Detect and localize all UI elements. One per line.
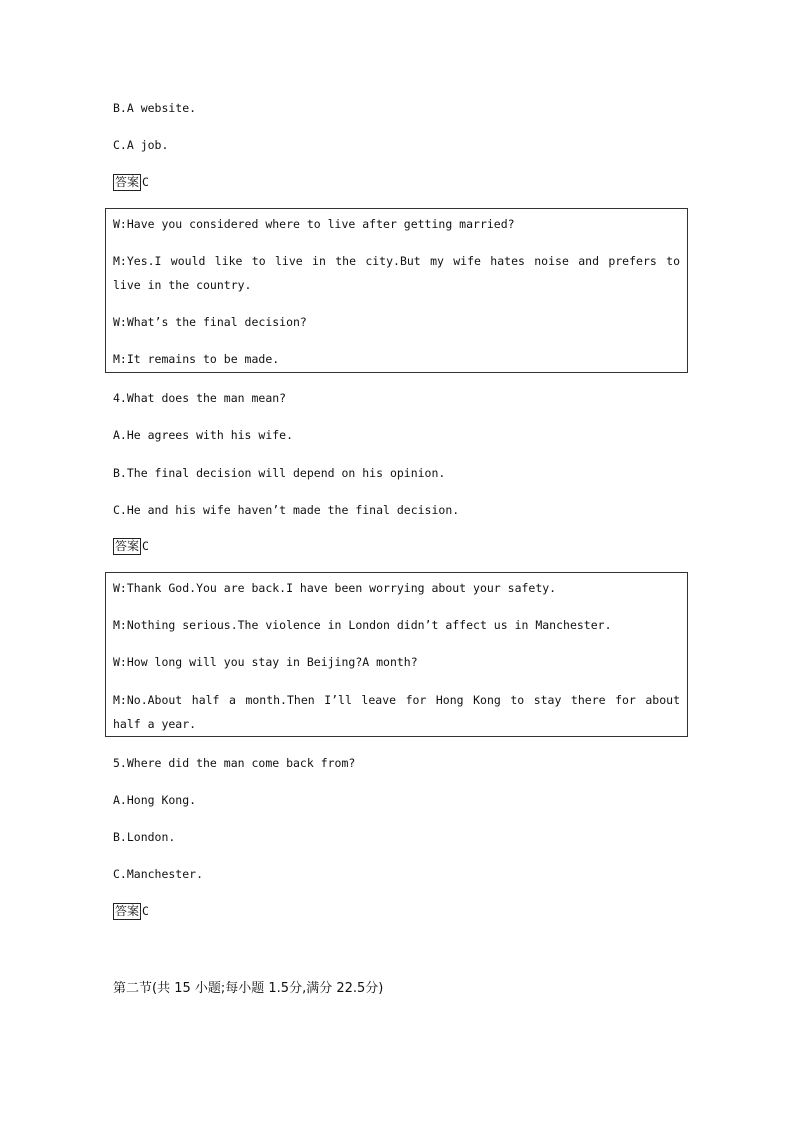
answer-q4	[113, 538, 149, 555]
option-q3-c: C.A job.	[113, 138, 169, 152]
section-heading: 第二节(共 15 小题;每小题 1.5分,满分 22.5分)	[113, 981, 384, 996]
dialogue-box-2	[105, 572, 688, 737]
question-5: 5.Where did the man come back from?	[113, 756, 356, 770]
option-q3-b: B.A website.	[113, 101, 197, 115]
option-q4-c: C.He and his wife haven’t made the final decision.	[113, 503, 460, 517]
option-q5-b: B.London.	[113, 830, 176, 844]
dialogue-line: M:It remains to be made.	[113, 352, 280, 366]
dialogue-line: W:Thank God.You are back.I have been worrying about your safety.	[113, 581, 557, 595]
answer-label: 答案	[115, 539, 140, 553]
dialogue-line: M:No.About half a month.Then I’ll leave for Hong Kong to stay there for about half a year.	[113, 693, 680, 731]
answer-value: C	[142, 539, 149, 553]
dialogue-line: W:How long will you stay in Beijing?A month?	[113, 655, 418, 669]
option-q4-a: A.He agrees with his wife.	[113, 428, 294, 442]
option-q5-a: A.Hong Kong.	[113, 793, 197, 807]
option-q4-b: B.The final decision will depend on his opinion.	[113, 466, 446, 480]
option-q5-c: C.Manchester.	[113, 867, 204, 881]
answer-q3	[113, 174, 149, 191]
question-4: 4.What does the man mean?	[113, 391, 287, 405]
dialogue-line: M:Nothing serious.The violence in London didn’t affect us in Manchester.	[113, 618, 612, 632]
dialogue-line: M:Yes.I would like to live in the city.But my wife hates noise and prefers to live in the country.	[113, 254, 680, 292]
answer-label: 答案	[115, 904, 140, 918]
answer-label: 答案	[115, 175, 140, 189]
answer-value: C	[142, 175, 149, 189]
answer-q5	[113, 903, 149, 920]
dialogue-line: W:What’s the final decision?	[113, 315, 307, 329]
dialogue-box-1	[105, 208, 688, 373]
answer-value: C	[142, 904, 149, 918]
dialogue-line: W:Have you considered where to live after getting married?	[113, 217, 515, 231]
